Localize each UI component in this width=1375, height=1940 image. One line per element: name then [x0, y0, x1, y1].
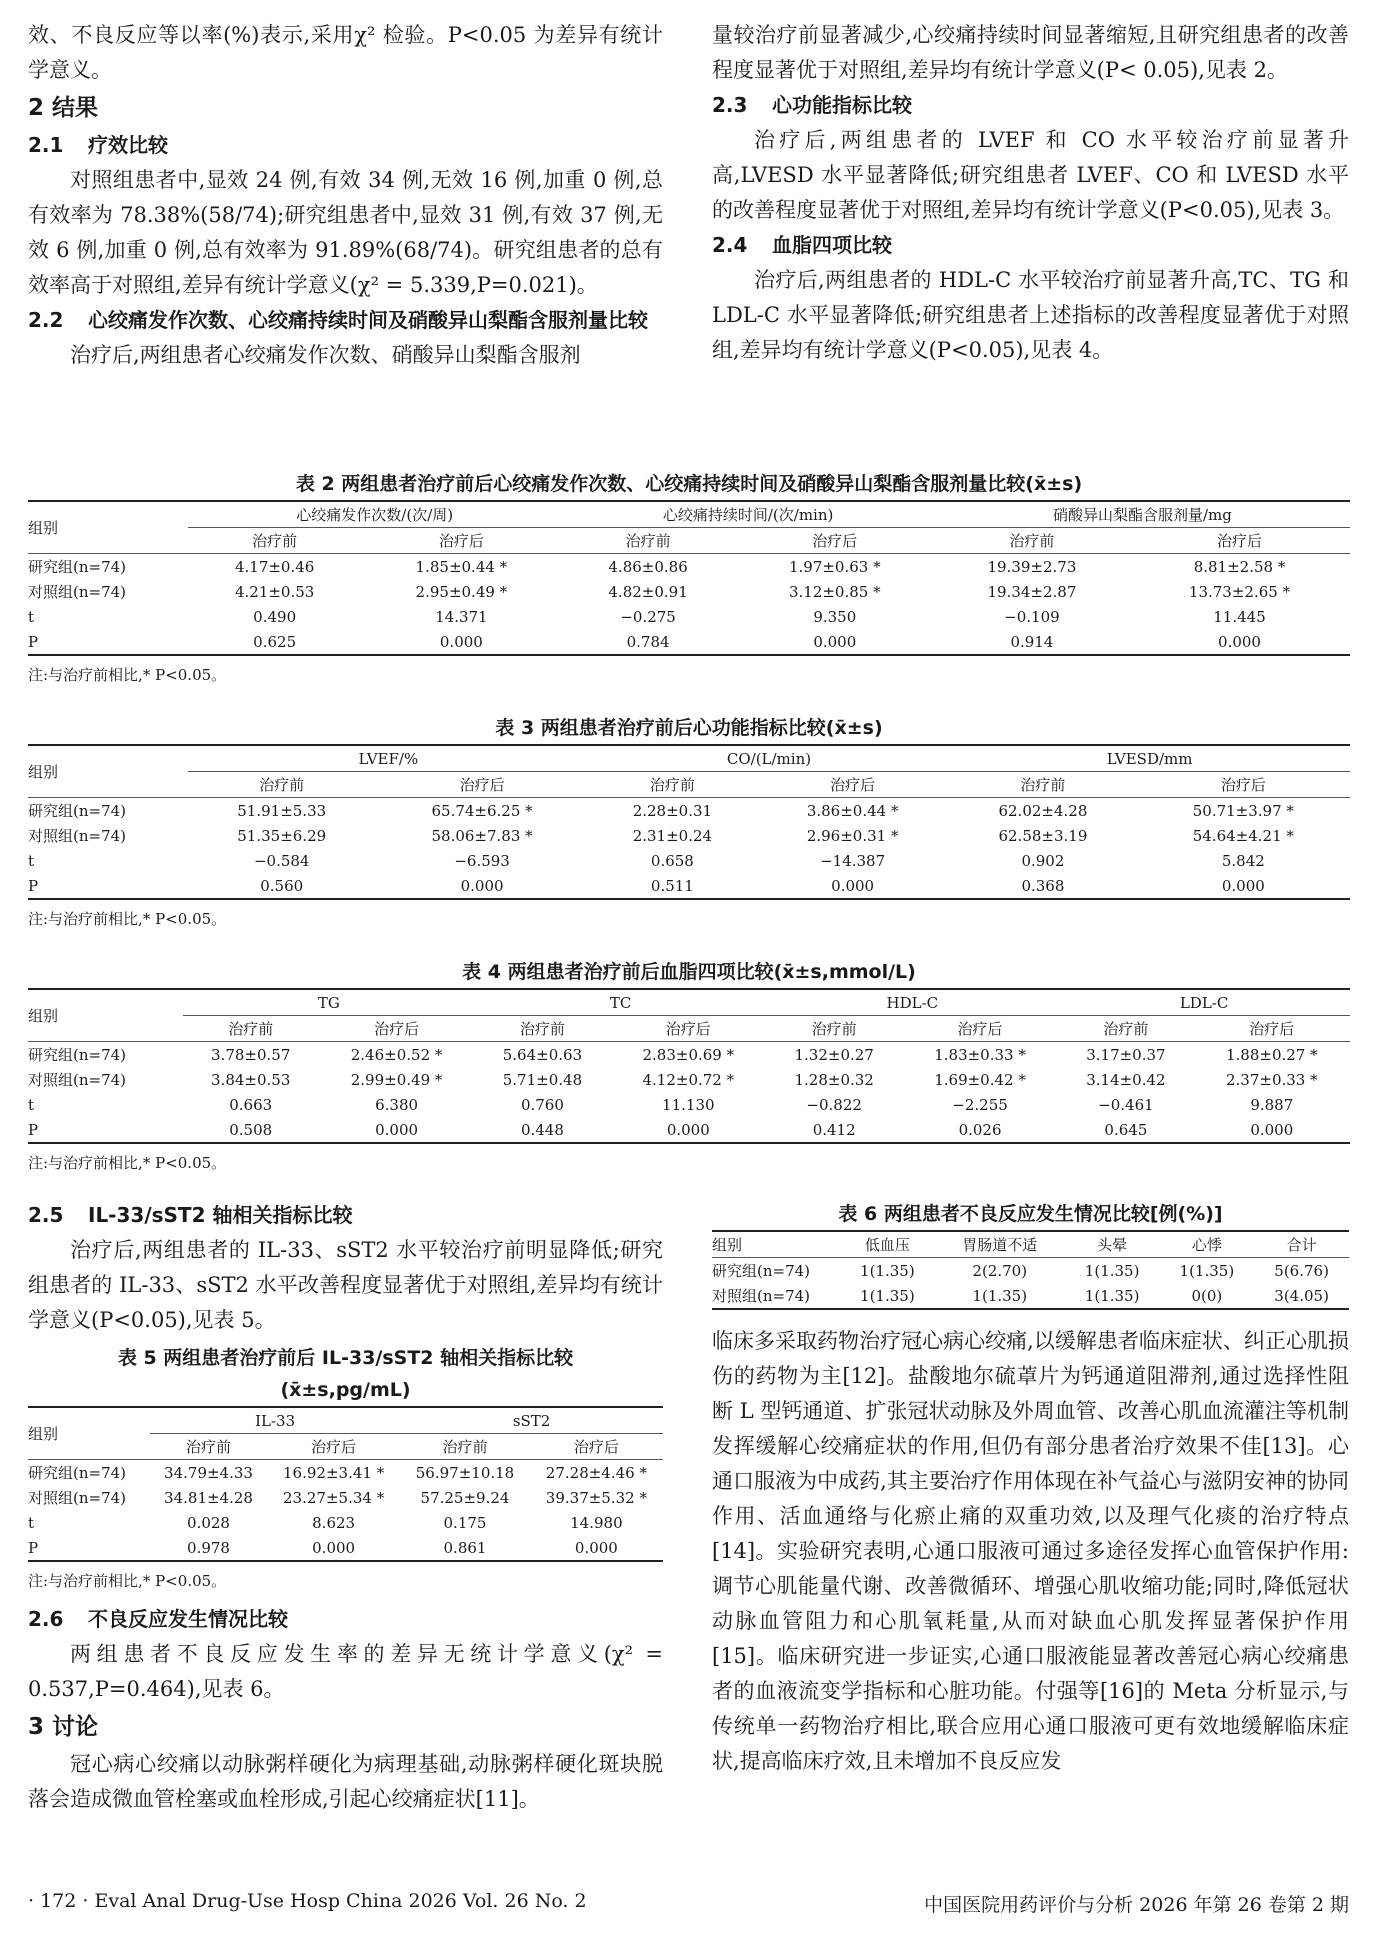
table-4-sub-header: 治疗后 [665, 1020, 711, 1038]
table-3-col-group: LVEF/% [188, 745, 589, 772]
table-2-sub-header: 治疗后 [438, 532, 484, 550]
footer-right: 中国医院用药评价与分析 2026 年第 26 卷第 2 期 [924, 1894, 1349, 1916]
table-row: 对照组(n=74) 34.81±4.28 23.27±5.34 * 57.25±9.24 39.37±5.32 * [28, 1488, 647, 1507]
table-row: 对照组(n=74) 1(1.35) 1(1.35) 1(1.35) 0(0) 3(4.05) [712, 1283, 1349, 1309]
table-2-note: 注:与治疗前相比,* P<0.05。 [28, 666, 227, 684]
table-5-note: 注:与治疗前相比,* P<0.05。 [28, 1572, 227, 1590]
table-5-group-header: 组别 [28, 1425, 59, 1443]
table-row: 研究组(n=74) 1(1.35) 2(2.70) 1(1.35) 1(1.35) 5(6.76) [712, 1261, 1329, 1280]
left-column-top [28, 18, 663, 373]
table-4-sub-header: 治疗后 [1249, 1020, 1295, 1038]
section-2-4-heading: 2.4 血脂四项比较 [712, 233, 892, 257]
table-5-caption: 表 5 两组患者治疗前后 IL-33/sST2 轴相关指标比较 [117, 1347, 574, 1369]
table-3-sub-header: 治疗后 [459, 776, 505, 794]
table-6-header: 胃肠道不适 [962, 1236, 1038, 1254]
table-3-sub-header: 治疗后 [830, 776, 876, 794]
table-2-sub-header: 治疗前 [1009, 532, 1055, 550]
table-4-sub-header: 治疗前 [228, 1020, 274, 1038]
table-5-col-group: sST2 [400, 1407, 663, 1434]
table-5-sub-header: 治疗后 [573, 1438, 619, 1456]
section-2-4-paragraph: 治疗后,两组患者的 HDL-C 水平较治疗前显著升高,TC、TG 和 LDL-C 水平显著降低;研究组患者上述指标的改善程度显著优于对照组,差异均有统计学意义(P<0.05),见表 4。 [712, 268, 1349, 362]
table-2-sub-header: 治疗前 [252, 532, 298, 550]
table-6-header: 组别 [712, 1236, 743, 1254]
table-row: 研究组(n=74) 34.79±4.33 16.92±3.41 * 56.97±10.18 27.28±4.46 * [28, 1463, 647, 1482]
table-5-sub-header: 治疗前 [186, 1438, 232, 1456]
table-row: 研究组(n=74) 51.91±5.33 65.74±6.25 * 2.28±0.31 3.86±0.44 * 62.02±4.28 50.71±3.97 * [28, 801, 1294, 820]
discussion-paragraph: 冠心病心绞痛以动脉粥样硬化为病理基础,动脉粥样硬化斑块脱落会造成微血管栓塞或血栓形成,引起心绞痛症状[11]。 [28, 1752, 663, 1811]
table-5-block [28, 1342, 663, 1594]
table-row: P 0.560 0.000 0.511 0.000 0.368 0.000 [28, 873, 1350, 899]
left-column-bottom [28, 1198, 663, 1817]
table-4-col-group: TG [183, 989, 475, 1016]
section-2-5-heading: 2.5 IL-33/sST2 轴相关指标比较 [28, 1203, 353, 1227]
table-2-sub-header: 治疗后 [1217, 532, 1263, 550]
table-3-sub-header: 治疗后 [1220, 776, 1266, 794]
table-row: 研究组(n=74) 3.78±0.57 2.46±0.52 * 5.64±0.63 2.83±0.69 * 1.32±0.27 1.83±0.33 * 3.17±0.37 1.88±0.27 * [28, 1045, 1318, 1064]
table-5 [28, 1406, 663, 1562]
table-3-note: 注:与治疗前相比,* P<0.05。 [28, 910, 227, 928]
table-4-caption: 表 4 两组患者治疗前后血脂四项比较(x̄±s,mmol/L) [462, 961, 916, 983]
table-row: P 0.978 0.000 0.861 0.000 [28, 1535, 663, 1561]
right-column-top [712, 18, 1349, 368]
table-4-sub-header: 治疗前 [811, 1020, 857, 1038]
table-2 [28, 500, 1350, 656]
section-2-1-paragraph: 对照组患者中,显效 24 例,有效 34 例,无效 16 例,加重 0 例,总有效率为 78.38%(58/74);研究组患者中,显效 31 例,有效 37 例,无效 6 例,加重 0 例,总有效率为 91.89%(68/74)。研究组患者的总有效率高于对照组,差异有统计学意义(χ² = 5.339,P=0.021)。 [28, 168, 663, 297]
table-row: t 0.490 14.371 −0.275 9.350 −0.109 11.445 [28, 607, 1266, 626]
section-2-5-paragraph: 治疗后,两组患者的 IL-33、sST2 水平较治疗前明显降低;研究组患者的 IL-33、sST2 水平改善程度显著优于对照组,差异均有统计学意义(P<0.05),见表 5。 [28, 1238, 663, 1332]
table-3-sub-header: 治疗前 [1020, 776, 1066, 794]
table-3-col-group: CO/(L/min) [589, 745, 949, 772]
table-6-header: 头晕 [1097, 1236, 1128, 1254]
table-4-note: 注:与治疗前相比,* P<0.05。 [28, 1154, 227, 1172]
table-3-block [28, 712, 1350, 932]
discussion-paragraph-right: 临床多采取药物治疗冠心病心绞痛,以缓解患者临床症状、纠正心肌损伤的药物为主[12]。盐酸地尔硫䓬片为钙通道阻滞剂,通过选择性阻断 L 型钙通道、扩张冠状动脉及外周血管、改善心肌血流灌注等机制发挥缓解心绞痛症状的作用,但仍有部分患者治疗效果不佳[13]。心通口服液为中成药,其主要治疗作用体现在补气益心与滋阴安神的协同作用、活血通络与化瘀止痛的双重功效,以及理气化痰的治疗特点[14]。实验研究表明,心通口服液可通过多途径发挥心血管保护作用:调节心肌能量代谢、改善微循环、增强心肌收缩功能;同时,降低冠状动脉血管阻力和心肌氧耗量,从而对缺血心肌发挥显著保护作用[15]。临床研究进一步证实,心通口服液能显著改善冠心病心绞痛患者的血液流变学指标和心脏功能。付强等[16]的 Meta 分析显示,与传统单一药物治疗相比,联合应用心通口服液可更有效地缓解临床症状,提高临床疗效,且未增加不良反应发 [712, 1329, 1349, 1773]
results-heading: 2 结果 [28, 95, 99, 121]
table-2-sub-header: 治疗后 [812, 532, 858, 550]
table-3 [28, 744, 1350, 900]
table-6-block [712, 1198, 1349, 1310]
table-2-col-group: 心绞痛持续时间/(次/min) [561, 501, 934, 528]
section-2-2-paragraph-continued: 量较治疗前显著减少,心绞痛持续时间显著缩短,且研究组患者的改善程度显著优于对照组,差异均有统计学意义(P< 0.05),见表 2。 [712, 23, 1349, 82]
table-row: 研究组(n=74) 4.17±0.46 1.85±0.44 * 4.86±0.86 1.97±0.63 * 19.39±2.73 8.81±2.58 * [28, 557, 1286, 576]
section-2-2-paragraph: 治疗后,两组患者心绞痛发作次数、硝酸异山梨酯含服剂 [70, 343, 581, 367]
table-4-group-header: 组别 [28, 1007, 59, 1025]
table-3-caption: 表 3 两组患者治疗前后心功能指标比较(x̄±s) [495, 717, 883, 739]
table-6-caption: 表 6 两组患者不良反应发生情况比较[例(%)] [838, 1203, 1223, 1225]
discussion-heading: 3 讨论 [28, 1714, 99, 1740]
table-4-sub-header: 治疗后 [374, 1020, 420, 1038]
methods-tail-paragraph: 效、不良反应等以率(%)表示,采用χ² 检验。P<0.05 为差异有统计学意义。 [28, 23, 663, 82]
table-row: t 0.663 6.380 0.760 11.130 −0.822 −2.255 −0.461 9.887 [28, 1095, 1294, 1114]
table-row: t 0.028 8.623 0.175 14.980 [28, 1513, 623, 1532]
table-5-sub-header: 治疗前 [442, 1438, 488, 1456]
table-5-caption-units: (x̄±s,pg/mL) [280, 1379, 411, 1401]
table-2-col-group: 心绞痛发作次数/(次/周) [188, 501, 561, 528]
table-4-block [28, 956, 1350, 1176]
table-4-sub-header: 治疗后 [957, 1020, 1003, 1038]
section-2-1-heading: 2.1 疗效比较 [28, 133, 168, 157]
table-2-block [28, 468, 1350, 688]
table-4 [28, 988, 1350, 1144]
table-row: t −0.584 −6.593 0.658 −14.387 0.902 5.842 [28, 851, 1265, 870]
section-2-3-paragraph: 治疗后,两组患者的 LVEF 和 CO 水平较治疗前显著升高,LVESD 水平显著降低;研究组患者 LVEF、CO 和 LVESD 水平的改善程度显著优于对照组,差异均有统计学意义(P<0.05),见表 3。 [712, 128, 1349, 222]
table-4-col-group: TC [475, 989, 767, 1016]
table-3-group-header: 组别 [28, 763, 59, 781]
table-row: P 0.508 0.000 0.448 0.000 0.412 0.026 0.645 0.000 [28, 1117, 1350, 1143]
table-6-header: 心悸 [1191, 1236, 1222, 1254]
table-6-header: 低血压 [864, 1236, 910, 1254]
table-5-col-group: IL-33 [150, 1407, 400, 1434]
section-2-2-heading: 2.2 心绞痛发作次数、心绞痛持续时间及硝酸异山梨酯含服剂量比较 [28, 308, 648, 332]
section-2-6-heading: 2.6 不良反应发生情况比较 [28, 1607, 288, 1631]
table-6-header: 合计 [1286, 1236, 1317, 1254]
table-6 [712, 1230, 1349, 1310]
table-3-sub-header: 治疗前 [259, 776, 305, 794]
table-3-sub-header: 治疗前 [649, 776, 695, 794]
table-2-sub-header: 治疗前 [625, 532, 671, 550]
footer-left: · 172 · Eval Anal Drug-Use Hosp China 2026 Vol. 26 No. 2 [28, 1890, 587, 1912]
table-4-col-group: HDL-C [766, 989, 1058, 1016]
table-row: 对照组(n=74) 51.35±6.29 58.06±7.83 * 2.31±0.24 2.96±0.31 * 62.58±3.19 54.64±4.21 * [28, 826, 1294, 845]
table-2-caption: 表 2 两组患者治疗前后心绞痛发作次数、心绞痛持续时间及硝酸异山梨酯含服剂量比较(x̄±s) [295, 473, 1083, 495]
table-5-sub-header: 治疗后 [311, 1438, 357, 1456]
table-2-col-group: 硝酸异山梨酯含服剂量/mg [935, 501, 1350, 528]
right-column-bottom [712, 1198, 1349, 1779]
table-row: P 0.625 0.000 0.784 0.000 0.914 0.000 [28, 629, 1350, 655]
section-2-6-paragraph: 两组患者不良反应发生率的差异无统计学意义(χ² = 0.537,P=0.464),见表 6。 [28, 1642, 663, 1701]
table-4-sub-header: 治疗前 [519, 1020, 565, 1038]
table-row: 对照组(n=74) 4.21±0.53 2.95±0.49 * 4.82±0.91 3.12±0.85 * 19.34±2.87 13.73±2.65 * [28, 582, 1291, 601]
table-4-sub-header: 治疗前 [1103, 1020, 1149, 1038]
section-2-3-heading: 2.3 心功能指标比较 [712, 93, 912, 117]
table-2-group-header: 组别 [28, 519, 59, 537]
table-4-col-group: LDL-C [1058, 989, 1350, 1016]
table-row: 对照组(n=74) 3.84±0.53 2.99±0.49 * 5.71±0.48 4.12±0.72 * 1.28±0.32 1.69±0.42 * 3.14±0.42 2.37±0.33 * [28, 1070, 1318, 1089]
table-3-col-group: LVESD/mm [949, 745, 1350, 772]
